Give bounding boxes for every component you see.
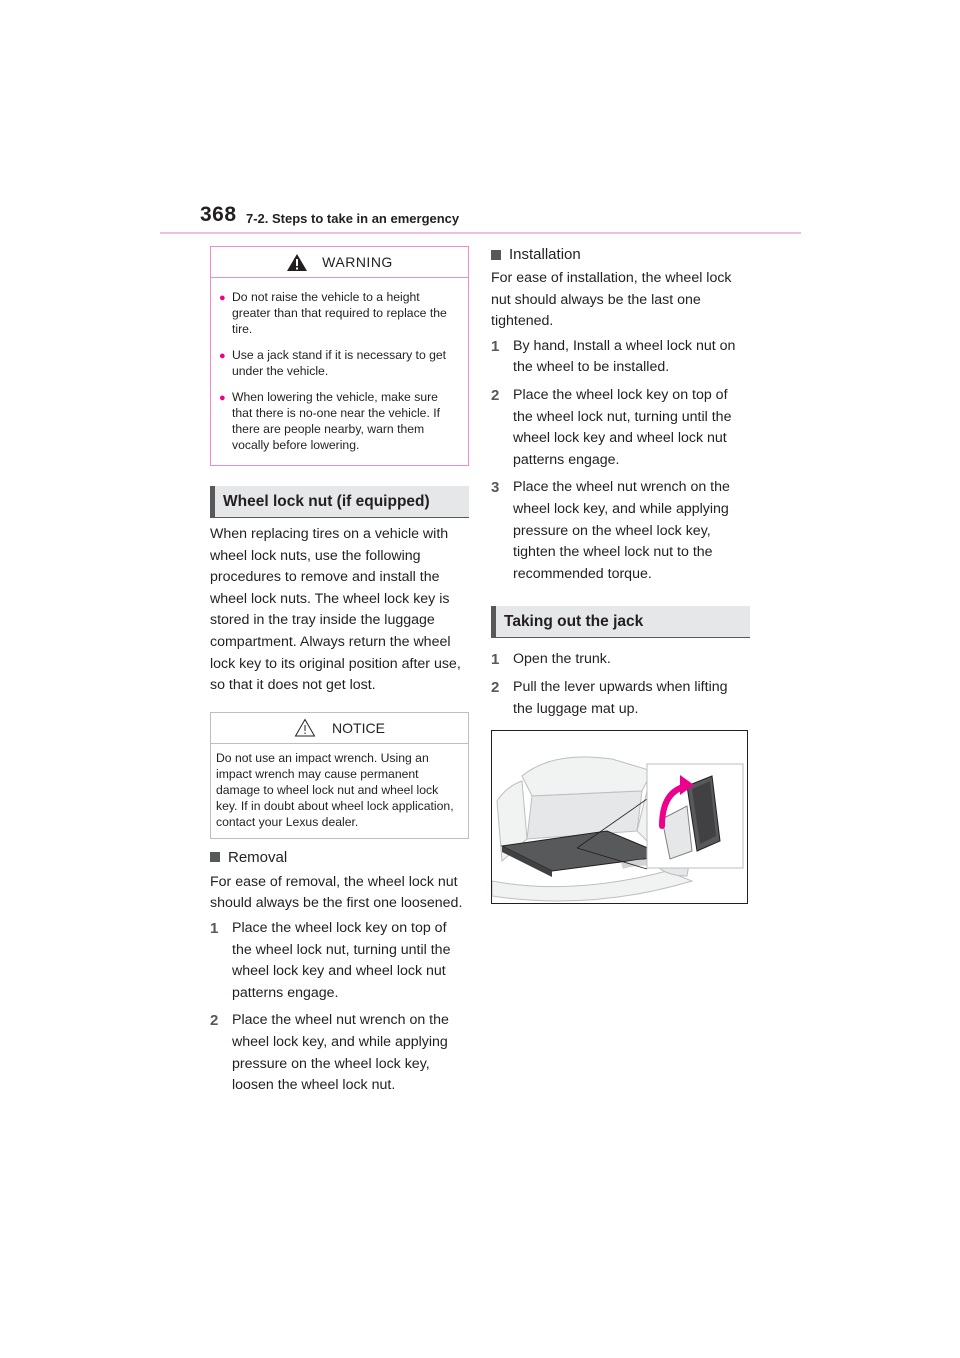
step-text: By hand, Install a wheel lock nut on the wheel to be installed. — [513, 337, 736, 376]
installation-step — [491, 477, 750, 585]
removal-heading-text: Removal — [228, 848, 288, 866]
section-heading-wheel-lock: Wheel lock nut (if equipped) — [210, 486, 469, 518]
notice-box — [210, 712, 469, 839]
step-text: Place the wheel nut wrench on the wheel lock key, and while applying pressure on the wheel lock key, loosen the wheel lock nut. — [232, 1012, 449, 1094]
step-text: Place the wheel lock key on top of the wheel lock nut, turning until the wheel lock key and wheel lock nut patterns engage. — [513, 386, 732, 468]
warning-item — [219, 347, 460, 379]
warning-item — [219, 389, 460, 453]
step-number: 1 — [210, 919, 219, 937]
step-text: Pull the lever upwards when lifting the luggage mat up. — [513, 678, 728, 717]
removal-intro: For ease of removal, the wheel lock nut should always be the first one loosened. — [210, 873, 463, 912]
page-number: 368 — [200, 203, 237, 226]
caution-triangle-icon — [294, 718, 316, 737]
warning-title: WARNING — [322, 254, 393, 270]
step-text: Place the wheel lock key on top of the wheel lock nut, turning until the wheel lock key and wheel lock nut patterns engage. — [232, 919, 451, 1001]
installation-step — [491, 336, 750, 379]
warning-item — [219, 289, 460, 337]
installation-step — [491, 385, 750, 471]
installation-heading — [491, 246, 750, 263]
notice-title: NOTICE — [332, 719, 385, 736]
square-bullet-icon — [491, 250, 501, 260]
removal-step — [210, 1010, 469, 1096]
installation-intro: For ease of installation, the wheel lock nut should always be the last one tightened. — [491, 270, 732, 330]
warning-item-text: Use a jack stand if it is necessary to get under the vehicle. — [232, 348, 447, 378]
trunk-lever-illustration — [492, 731, 747, 903]
right-column — [491, 246, 750, 904]
step-number: 2 — [491, 678, 500, 696]
square-bullet-icon — [210, 852, 220, 862]
wheel-lock-intro: When replacing tires on a vehicle with wheel lock nuts, use the following procedures to remove and install the wheel lock nuts. The wheel lock key is stored in the tray inside the luggage compartment. Always return the wheel lock key to its original position after use, so that it does not get lost. — [210, 526, 461, 694]
step-text: Place the wheel nut wrench on the wheel lock key, and while applying pressure on the wheel lock key, tighten the wheel lock nut to the recommended torque. — [513, 479, 730, 582]
header-rule — [160, 232, 801, 234]
bullet-icon: ● — [219, 350, 226, 362]
trunk-illustration — [491, 730, 748, 904]
warning-item-text: Do not raise the vehicle to a height greater than that required to replace the tire. — [232, 290, 447, 336]
installation-heading-text: Installation — [509, 246, 581, 263]
jack-step — [491, 677, 750, 720]
step-number: 1 — [491, 651, 500, 669]
left-column — [210, 246, 469, 1103]
jack-step — [491, 649, 750, 671]
step-number: 3 — [491, 479, 500, 497]
notice-text: Do not use an impact wrench. Using an impact wrench may cause permanent damage to wheel lock nut and wheel lock key. If in doubt about wheel lock application, contact your Lexus dealer. — [216, 750, 454, 829]
chapter-title: 7-2. Steps to take in an emergency — [246, 211, 460, 226]
warning-box — [210, 246, 469, 466]
warning-triangle-icon — [286, 253, 308, 272]
step-text: Open the trunk. — [513, 651, 611, 668]
section-heading-jack: Taking out the jack — [491, 606, 750, 638]
warning-item-text: When lowering the vehicle, make sure that there is no-one near the vehicle. If there are people nearby, warn them vocally before lowering. — [232, 390, 440, 452]
bullet-icon: ● — [219, 292, 226, 304]
removal-step — [210, 918, 469, 1004]
step-number: 1 — [491, 337, 500, 355]
bullet-icon: ● — [219, 392, 226, 404]
notice-header — [211, 713, 468, 744]
warning-header — [211, 247, 468, 278]
step-number: 2 — [491, 386, 500, 404]
step-number: 2 — [210, 1012, 219, 1030]
removal-heading — [210, 849, 469, 866]
